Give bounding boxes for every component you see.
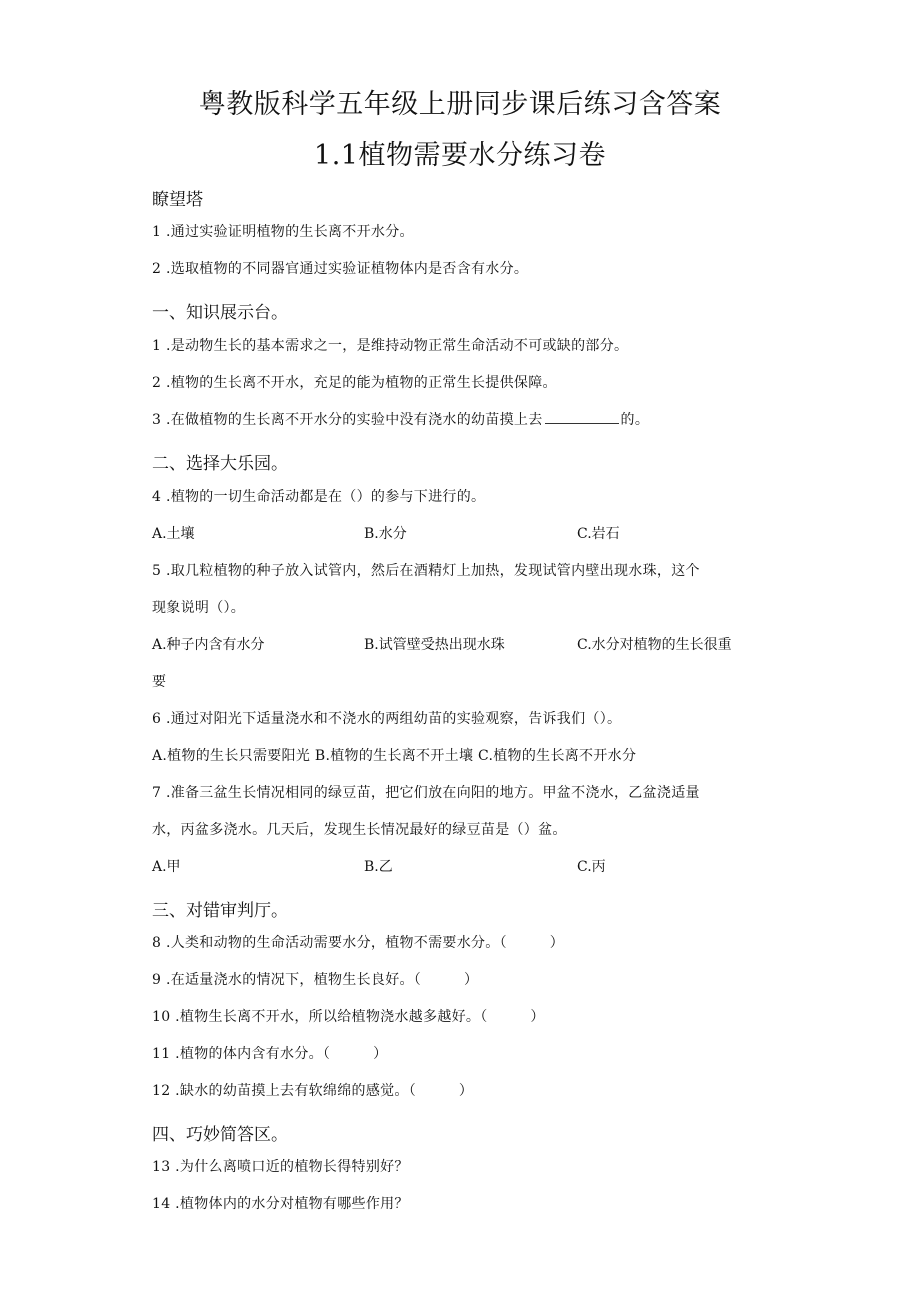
question-7-line2: 水，丙盆多浇水。几天后，发现生长情况最好的绿豆苗是（）盆。 (152, 822, 567, 838)
document-subtitle: 1.1植物需要水分练习卷 (314, 140, 606, 171)
question-3 (152, 409, 649, 429)
q4-option-c: C.岩石 (577, 526, 620, 542)
true-false-item-10: 10 .植物生长离不开水，所以给植物浇水越多越好。（ ） (152, 1009, 545, 1025)
true-false-item-8: 8 .人类和动物的生命活动需要水分，植物不需要水分。（ ） (152, 935, 565, 951)
section-3-heading: 三、对错审判厅。 (152, 901, 288, 921)
true-false-item-9: 9 .在适量浇水的情况下，植物生长良好。（ ） (152, 972, 479, 988)
q5-option-b: B.试管壁受热出现水珠 (364, 637, 505, 653)
q4-option-a: A.土壤 (152, 526, 195, 542)
lookout-item: 1 .通过实验证明植物的生长离不开水分。 (152, 224, 414, 240)
q5-option-c: C.水分对植物的生长很重 (577, 637, 732, 653)
question-3-text: 3 .在做植物的生长离不开水分的实验中没有浇水的幼苗摸上去 (152, 412, 543, 428)
question-3-suffix: 的。 (620, 412, 650, 428)
q5-option-c-wrap: 要 (152, 674, 167, 690)
q5-option-a: A.种子内含有水分 (152, 637, 265, 653)
question-5-line1: 5 .取几粒植物的种子放入试管内，然后在酒精灯上加热，发现试管内壁出现水珠，这个 (152, 563, 700, 579)
section-1-heading: 一、知识展示台。 (152, 303, 288, 323)
q7-option-a: A.甲 (152, 859, 181, 875)
short-answer-13: 13 .为什么离喷口近的植物长得特别好？ (152, 1159, 409, 1175)
true-false-item-11: 11 .植物的体内含有水分。（ ） (152, 1046, 388, 1062)
question-2: 2 .植物的生长离不开水，充足的能为植物的正常生长提供保障。 (152, 375, 557, 391)
document-title: 粤教版科学五年级上册同步课后练习含答案 (198, 89, 722, 120)
question-4: 4 .植物的一切生命活动都是在（）的参与下进行的。 (152, 489, 486, 505)
lookout-item: 2 .选取植物的不同器官通过实验证植物体内是否含有水分。 (152, 261, 529, 277)
question-6: 6 .通过对阳光下适量浇水和不浇水的两组幼苗的实验观察，告诉我们（）。 (152, 711, 622, 727)
q4-option-b: B.水分 (364, 526, 407, 542)
true-false-item-12: 12 .缺水的幼苗摸上去有软绵绵的感觉。（ ） (152, 1083, 474, 1099)
short-answer-14: 14 .植物体内的水分对植物有哪些作用？ (152, 1196, 409, 1212)
question-5-line2: 现象说明（）。 (152, 600, 246, 616)
section-4-heading: 四、巧妙简答区。 (152, 1125, 288, 1145)
q7-option-c: C.丙 (577, 859, 606, 875)
answer-blank[interactable] (545, 411, 619, 424)
question-1: 1 .是动物生长的基本需求之一，是维持动物正常生命活动不可或缺的部分。 (152, 338, 629, 354)
q6-options: A.植物的生长只需要阳光 B.植物的生长离不开土壤 C.植物的生长离不开水分 (152, 748, 637, 764)
lookout-heading: 瞭望塔 (152, 190, 203, 210)
section-2-heading: 二、选择大乐园。 (152, 454, 288, 474)
q7-option-b: B.乙 (364, 859, 393, 875)
question-7-line1: 7 .准备三盆生长情况相同的绿豆苗，把它们放在向阳的地方。甲盆不浇水，乙盆浇适量 (152, 785, 700, 801)
